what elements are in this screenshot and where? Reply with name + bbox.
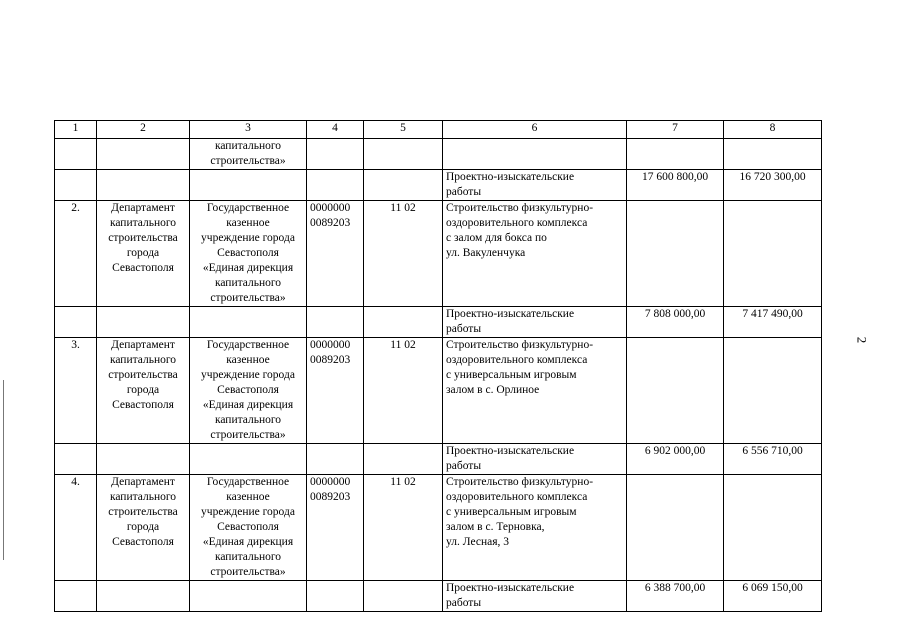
header-cell: 6	[443, 121, 627, 139]
table-cell: 6 069 150,00	[724, 581, 822, 612]
table-cell: 0000000 0089203	[307, 201, 364, 307]
table-cell	[443, 139, 627, 170]
table-cell	[190, 581, 307, 612]
table-row	[55, 475, 822, 581]
table-row	[55, 338, 822, 444]
header-cell: 5	[364, 121, 443, 139]
table-cell	[190, 170, 307, 201]
table-cell	[55, 307, 97, 338]
table-cell	[97, 307, 190, 338]
table-cell: 2.	[55, 201, 97, 307]
table-cell: Проектно-изыскательские работы	[443, 581, 627, 612]
table-cell: 6 556 710,00	[724, 444, 822, 475]
table-cell: Проектно-изыскательские работы	[443, 170, 627, 201]
table-cell	[55, 444, 97, 475]
table-cell: 6 902 000,00	[627, 444, 724, 475]
header-cell: 8	[724, 121, 822, 139]
table-cell: 11 02	[364, 201, 443, 307]
table-cell: 7 808 000,00	[627, 307, 724, 338]
table-cell: 11 02	[364, 475, 443, 581]
table-cell	[97, 170, 190, 201]
table-cell	[55, 170, 97, 201]
table-cell: 0000000 0089203	[307, 475, 364, 581]
table-cell: Строительство физкультурно- оздоровительного комплекса с универсальным игровым залом в с. Орлиное	[443, 338, 627, 444]
scan-edge-line	[3, 380, 4, 560]
table-cell	[307, 170, 364, 201]
table-cell: Департамент капитального строительства города Севастополя	[97, 338, 190, 444]
table-cell: 16 720 300,00	[724, 170, 822, 201]
header-row	[55, 121, 822, 139]
header-cell: 1	[55, 121, 97, 139]
table-cell	[627, 338, 724, 444]
table-cell	[307, 139, 364, 170]
table-cell	[627, 201, 724, 307]
table-row	[55, 581, 822, 612]
table-row	[55, 170, 822, 201]
table-cell	[364, 139, 443, 170]
table-cell	[307, 307, 364, 338]
header-cell: 2	[97, 121, 190, 139]
table-cell	[364, 170, 443, 201]
table-row	[55, 307, 822, 338]
table-cell	[55, 139, 97, 170]
table-cell	[724, 201, 822, 307]
table-cell	[190, 307, 307, 338]
table-cell: Проектно-изыскательские работы	[443, 307, 627, 338]
table-cell	[55, 581, 97, 612]
page-number: 2	[854, 336, 870, 344]
table-cell	[364, 581, 443, 612]
table-cell: Департамент капитального строительства города Севастополя	[97, 201, 190, 307]
table-cell: Строительство физкультурно- оздоровительного комплекса с универсальным игровым залом в с. Терновка, ул. Лесная, 3	[443, 475, 627, 581]
header-cell: 4	[307, 121, 364, 139]
table-cell: Государственное казенное учреждение города Севастополя «Единая дирекция капитального строительства»	[190, 475, 307, 581]
table-row	[55, 444, 822, 475]
table-cell: Государственное казенное учреждение города Севастополя «Единая дирекция капитального строительства»	[190, 338, 307, 444]
table-cell	[364, 307, 443, 338]
table-cell	[190, 444, 307, 475]
table-cell: 11 02	[364, 338, 443, 444]
table-cell: Строительство физкультурно- оздоровительного комплекса с залом для бокса по ул. Вакуленчука	[443, 201, 627, 307]
table-cell	[97, 444, 190, 475]
table-cell	[627, 475, 724, 581]
table-row	[55, 201, 822, 307]
table-row	[55, 139, 822, 170]
table-cell	[307, 444, 364, 475]
table-cell: 0000000 0089203	[307, 338, 364, 444]
table-cell: Департамент капитального строительства города Севастополя	[97, 475, 190, 581]
table-cell	[97, 581, 190, 612]
table-cell	[724, 139, 822, 170]
table-cell: 7 417 490,00	[724, 307, 822, 338]
table-cell: Государственное казенное учреждение города Севастополя «Единая дирекция капитального строительства»	[190, 201, 307, 307]
budget-table	[54, 120, 822, 612]
table-cell	[724, 338, 822, 444]
table-cell: Проектно-изыскательские работы	[443, 444, 627, 475]
table-cell: 4.	[55, 475, 97, 581]
table-cell: капитального строительства»	[190, 139, 307, 170]
table-cell	[364, 444, 443, 475]
table-cell	[724, 475, 822, 581]
table-cell	[307, 581, 364, 612]
table-cell: 17 600 800,00	[627, 170, 724, 201]
table-cell	[627, 139, 724, 170]
table-cell	[97, 139, 190, 170]
table-cell: 6 388 700,00	[627, 581, 724, 612]
table-cell: 3.	[55, 338, 97, 444]
header-cell: 7	[627, 121, 724, 139]
header-cell: 3	[190, 121, 307, 139]
